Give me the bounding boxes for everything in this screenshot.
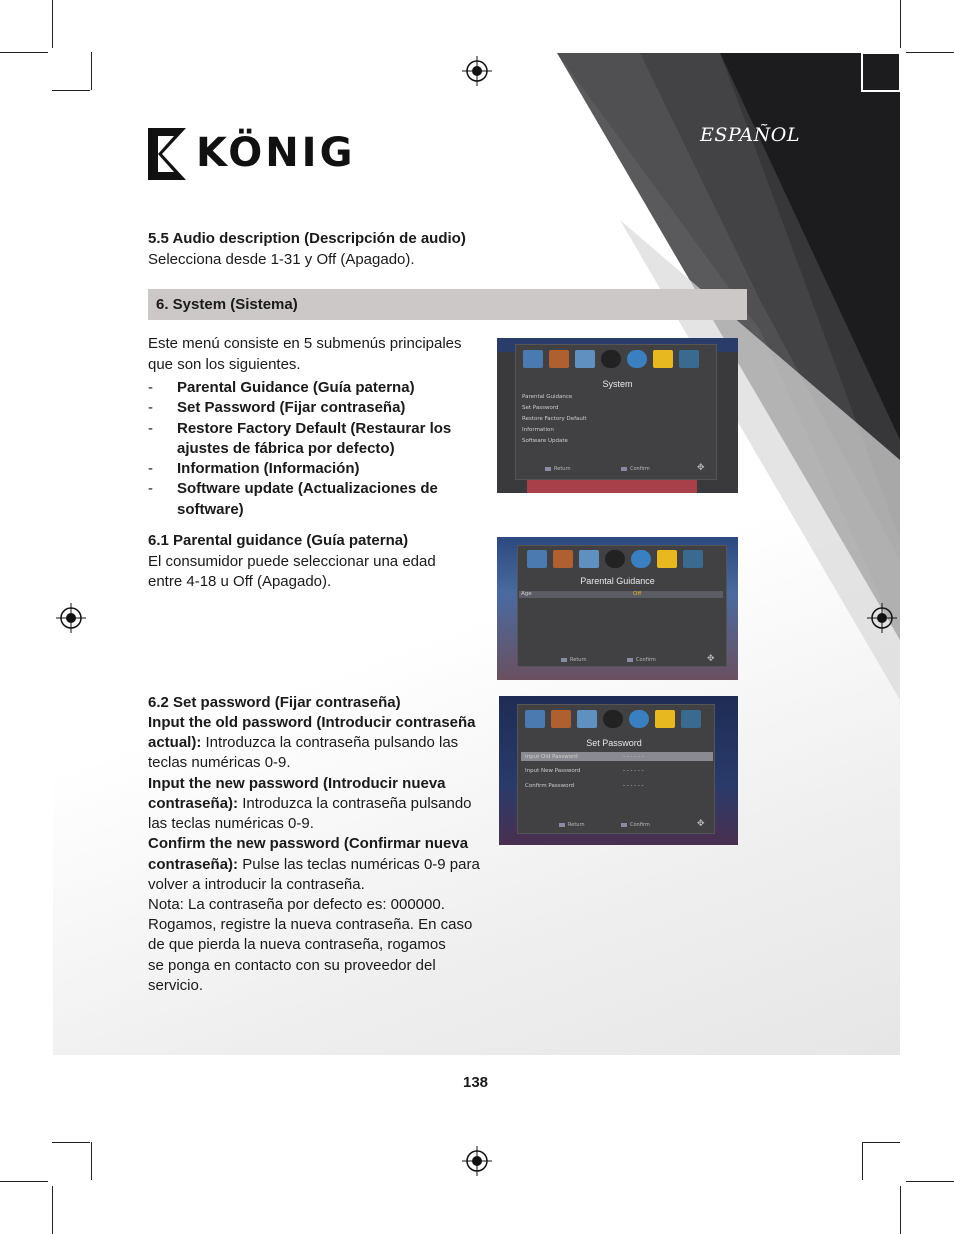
new-password-text-2: las teclas numéricas 0-9. bbox=[148, 815, 314, 832]
submenu-list bbox=[148, 378, 478, 520]
crop-mark bbox=[862, 1142, 900, 1143]
confirm-password-heading: Confirm the new password (Confirmar nueva bbox=[148, 835, 469, 852]
registration-mark-bottom bbox=[462, 1146, 492, 1176]
section-6-title: 6. System (Sistema) bbox=[156, 296, 298, 313]
old-password-text-2: teclas numéricas 0-9. bbox=[148, 754, 291, 771]
section-6-intro-1: Este menú consiste en 5 submenús principales bbox=[148, 335, 462, 352]
age-value: Off bbox=[633, 591, 642, 597]
section-5-5-text: Selecciona desde 1-31 y Off (Apagado). bbox=[148, 251, 415, 268]
note-line: de que pierda la nueva contraseña, rogamos bbox=[148, 936, 446, 953]
menu-item: Software Update bbox=[522, 438, 568, 444]
crop-mark bbox=[52, 1142, 90, 1143]
crop-mark bbox=[900, 0, 901, 48]
menu-item: Input New Password bbox=[525, 768, 581, 774]
return-hint: Return bbox=[545, 466, 571, 472]
crop-mark bbox=[52, 1186, 53, 1234]
nav-icon: ✥ bbox=[707, 654, 715, 664]
section-6-2-title: 6.2 Set password (Fijar contraseña) bbox=[148, 694, 401, 711]
menu-item-value: - - - - - - bbox=[623, 783, 644, 789]
crop-mark bbox=[906, 52, 954, 53]
list-item: - Parental Guidance (Guía paterna) bbox=[148, 379, 415, 396]
crop-mark bbox=[906, 1181, 954, 1182]
nav-icon: ✥ bbox=[697, 819, 705, 829]
section-6-intro-2: que son los siguientes. bbox=[148, 356, 301, 373]
registration-mark-left bbox=[56, 603, 86, 633]
system-menu-screenshot bbox=[497, 338, 738, 493]
menu-item-value: - - - - - - bbox=[623, 754, 644, 760]
note-line: se ponga en contacto con su proveedor del bbox=[148, 957, 436, 974]
return-hint: Return bbox=[559, 822, 585, 828]
age-label: Age bbox=[521, 591, 532, 597]
section-5-5-title: 5.5 Audio description (Descripción de audio) bbox=[148, 230, 466, 247]
return-hint: Return bbox=[561, 657, 587, 663]
page-number: 138 bbox=[463, 1074, 489, 1091]
confirm-password-text-2: volver a introducir la contraseña. bbox=[148, 876, 365, 893]
confirm-password-text: contraseña): Pulse las teclas numéricas 0-9 para bbox=[148, 856, 480, 873]
crop-mark bbox=[52, 0, 53, 48]
section-6-1-line-2: entre 4-18 u Off (Apagado). bbox=[148, 573, 332, 590]
crop-mark bbox=[862, 1142, 863, 1180]
menu-item: Confirm Password bbox=[525, 783, 575, 789]
menu-item-value: - - - - - - bbox=[623, 768, 644, 774]
section-6-1-title: 6.1 Parental guidance (Guía paterna) bbox=[148, 532, 409, 549]
menu-item: Parental Guidance bbox=[522, 394, 573, 400]
confirm-hint: Confirm bbox=[627, 657, 656, 663]
old-password-text: actual): Introduzca la contraseña pulsando las bbox=[148, 734, 459, 751]
list-item: - Restore Factory Default (Restaurar los ajustes de fábrica por defecto) bbox=[148, 419, 452, 457]
set-password-screenshot bbox=[499, 696, 738, 845]
crop-mark bbox=[0, 52, 48, 53]
crop-mark bbox=[52, 90, 90, 91]
parental-title: Parental Guidance bbox=[580, 576, 655, 586]
menu-item: Set Password bbox=[522, 405, 559, 411]
menu-item: Information bbox=[522, 427, 554, 433]
list-item: - Information (Información) bbox=[148, 460, 360, 478]
old-password-heading: Input the old password (Introducir contraseña bbox=[148, 714, 476, 731]
registration-mark-right bbox=[867, 603, 897, 633]
brand-name: KÖNIG bbox=[196, 130, 356, 176]
language-label: ESPAÑOL bbox=[700, 124, 800, 146]
system-title: System bbox=[602, 379, 633, 389]
confirm-hint: Confirm bbox=[621, 822, 650, 828]
confirm-hint: Confirm bbox=[621, 466, 650, 472]
note-line: servicio. bbox=[148, 977, 204, 994]
konig-logo bbox=[148, 128, 358, 180]
new-password-heading: Input the new password (Introducir nueva bbox=[148, 775, 446, 792]
crop-mark bbox=[91, 1142, 92, 1180]
crop-mark bbox=[900, 1186, 901, 1234]
note-line: Nota: La contraseña por defecto es: 000000. bbox=[148, 896, 445, 913]
new-password-text: contraseña): Introduzca la contraseña pulsando bbox=[148, 795, 472, 812]
list-item: - Set Password (Fijar contraseña) bbox=[148, 399, 406, 417]
set-password-title: Set Password bbox=[586, 738, 642, 748]
menu-item: Input Old Password bbox=[525, 754, 578, 760]
parental-guidance-screenshot bbox=[497, 537, 738, 680]
list-item: - Software update (Actualizaciones de software) bbox=[148, 480, 438, 518]
section-6-1-line-1: El consumidor puede seleccionar una edad bbox=[148, 553, 436, 570]
nav-icon: ✥ bbox=[697, 463, 705, 473]
section-6-header bbox=[148, 289, 747, 320]
crop-mark bbox=[0, 1181, 48, 1182]
menu-item: Restore Factory Default bbox=[522, 416, 587, 422]
crop-mark bbox=[91, 52, 92, 90]
registration-mark-top bbox=[462, 56, 492, 86]
note-line: Rogamos, registre la nueva contraseña. En caso bbox=[148, 916, 473, 933]
